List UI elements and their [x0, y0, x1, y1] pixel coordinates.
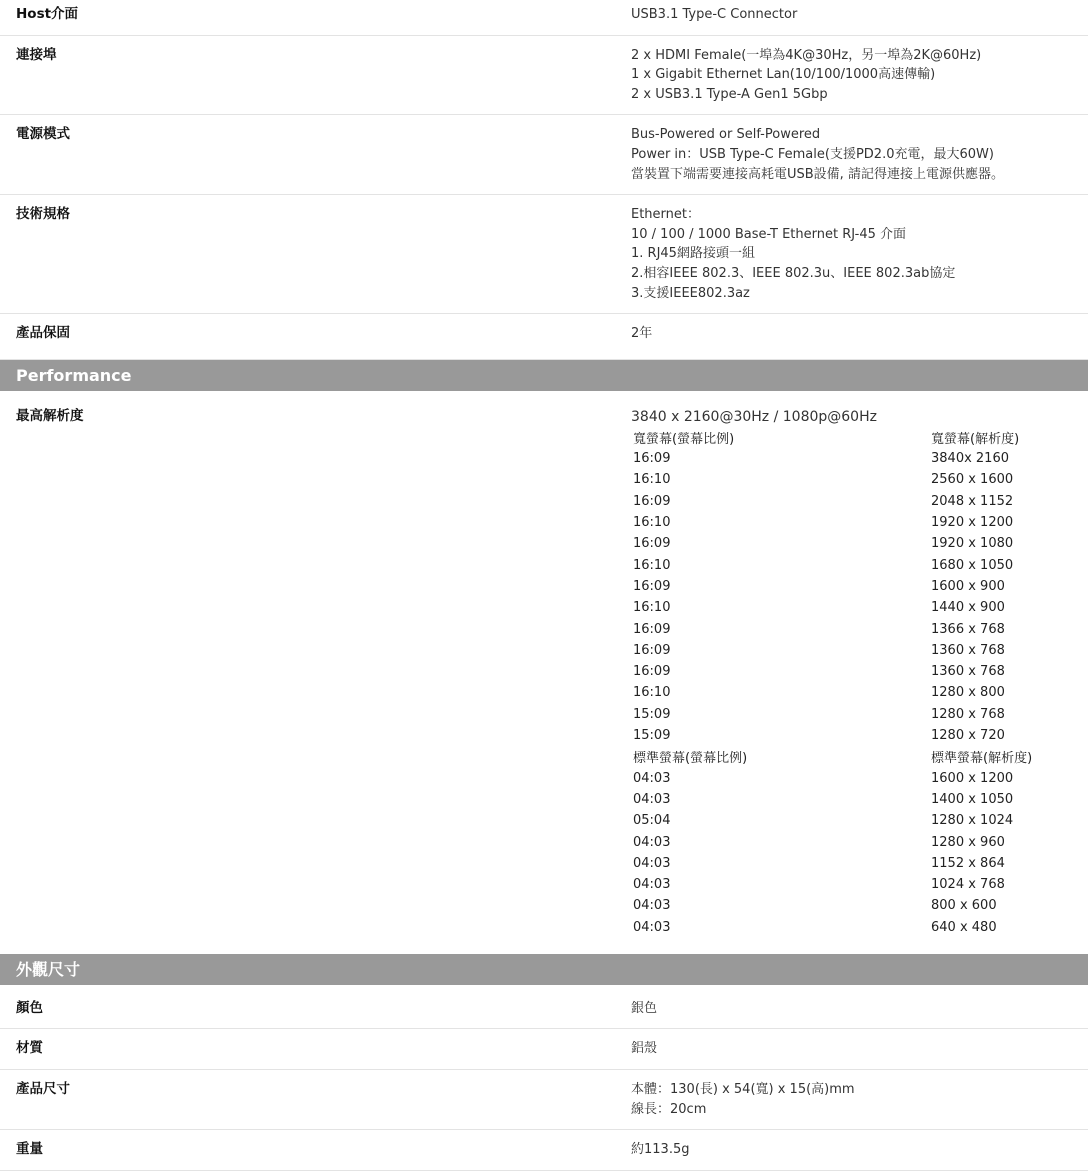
- spec-value-line: 當裝置下端需要連接高耗電USB設備, 請記得連接上電源供應器。: [631, 166, 1004, 182]
- spec-value-line: 約113.5g: [631, 1142, 690, 1158]
- resolution-cell: 1280 x 800: [931, 685, 1005, 701]
- resolution-table-row: [631, 810, 1088, 831]
- aspect-ratio-cell: 16:09: [633, 578, 671, 594]
- resolution-cell: 1600 x 900: [931, 578, 1005, 594]
- aspect-ratio-cell: 04:03: [633, 770, 671, 786]
- spec-value: [631, 999, 1088, 1019]
- resolution-cell: 2560 x 1600: [931, 472, 1014, 488]
- aspect-ratio-cell: 04:03: [633, 898, 671, 914]
- resolution-table-row: [631, 640, 1088, 661]
- resolution-table-row: [631, 661, 1088, 682]
- aspect-ratio-cell: 16:10: [633, 557, 671, 573]
- spec-row: [0, 115, 1088, 195]
- resolution-table-row: [631, 725, 1088, 746]
- resolution-cell: 2048 x 1152: [931, 493, 1014, 509]
- resolution-cell: 1600 x 1200: [931, 770, 1014, 786]
- spec-value: [631, 407, 1088, 938]
- aspect-ratio-cell: 04:03: [633, 834, 671, 850]
- aspect-ratio-cell: 16:09: [633, 621, 671, 637]
- spec-label: 重量: [16, 1141, 43, 1158]
- aspect-ratio-cell: 04:03: [633, 855, 671, 871]
- spec-label: 電源模式: [16, 126, 70, 143]
- aspect-ratio-cell: 16:10: [633, 685, 671, 701]
- resolution-table-header-row: [631, 427, 1088, 448]
- spec-value: [631, 46, 1088, 105]
- spec-value-line: USB3.1 Type-C Connector: [631, 7, 798, 22]
- resolution-table-row: [631, 576, 1088, 597]
- resolution-table-row: [631, 704, 1088, 725]
- aspect-ratio-cell: 04:03: [633, 919, 671, 935]
- spec-value-line: 2 x HDMI Female(一埠為4K@30Hz，另一埠為2K@60Hz): [631, 47, 982, 63]
- resolution-table-row: [631, 789, 1088, 810]
- spec-value-line: 2.相容IEEE 802.3、IEEE 802.3u、IEEE 802.3ab協定: [631, 265, 956, 281]
- resolution-table: [631, 427, 1088, 938]
- spec-row: [0, 314, 1088, 360]
- resolution-table-row: [631, 831, 1088, 852]
- spec-row: [0, 0, 1088, 36]
- resolution-table-row: [631, 512, 1088, 533]
- spec-value-line: 3.支援IEEE802.3az: [631, 285, 750, 301]
- spec-value: [631, 1039, 1088, 1059]
- spec-row: [0, 1029, 1088, 1070]
- spec-label: 最高解析度: [16, 407, 84, 424]
- aspect-ratio-cell: 16:09: [633, 642, 671, 658]
- aspect-ratio-cell: 15:09: [633, 728, 671, 744]
- spec-group-dimensions: [0, 985, 1088, 1171]
- aspect-ratio-cell: 16:10: [633, 600, 671, 616]
- resolution-cell: 1440 x 900: [931, 600, 1005, 616]
- aspect-ratio-cell: 16:10: [633, 515, 671, 531]
- aspect-ratio-cell: 16:10: [633, 472, 671, 488]
- resolution-table-row: [631, 555, 1088, 576]
- spec-value: [631, 205, 1088, 303]
- aspect-ratio-cell: 標準螢幕(螢幕比例): [633, 751, 748, 767]
- spec-row: [0, 985, 1088, 1030]
- spec-group-general: [0, 0, 1088, 360]
- spec-row: [0, 195, 1088, 314]
- resolution-table-row: [631, 767, 1088, 788]
- spec-value-line: 2 x USB3.1 Type-A Gen1 5Gbp: [631, 86, 828, 102]
- spec-value: [631, 324, 1088, 344]
- aspect-ratio-cell: 16:09: [633, 536, 671, 552]
- section-header-performance: Performance: [0, 360, 1088, 391]
- spec-value-line: Bus-Powered or Self-Powered: [631, 127, 821, 143]
- resolution-table-row: [631, 469, 1088, 490]
- spec-value-line: 銀色: [631, 1000, 658, 1016]
- resolution-table-row: [631, 448, 1088, 469]
- resolution-table-row: [631, 682, 1088, 703]
- resolution-cell: 640 x 480: [931, 919, 997, 935]
- resolution-cell: 1280 x 768: [931, 706, 1005, 722]
- aspect-ratio-cell: 寬螢幕(螢幕比例): [633, 431, 735, 447]
- spec-value-line: 1. RJ45網路接頭一組: [631, 246, 755, 262]
- spec-row-max-resolution: [0, 391, 1088, 954]
- spec-value-line: 10 / 100 / 1000 Base-T Ethernet RJ-45 介面: [631, 226, 906, 242]
- spec-row: [0, 1130, 1088, 1171]
- resolution-table-row: [631, 618, 1088, 639]
- resolution-table-header-row: [631, 746, 1088, 767]
- aspect-ratio-cell: 16:09: [633, 493, 671, 509]
- spec-label: Host介面: [16, 6, 79, 22]
- spec-label: 顏色: [16, 999, 43, 1016]
- aspect-ratio-cell: 04:03: [633, 877, 671, 893]
- resolution-cell: 1360 x 768: [931, 664, 1005, 680]
- spec-label: 技術規格: [16, 206, 70, 223]
- section-header-dimensions: 外觀尺寸: [0, 954, 1088, 985]
- aspect-ratio-cell: 16:09: [633, 451, 671, 467]
- resolution-cell: 標準螢幕(解析度): [931, 751, 1033, 767]
- spec-label: 產品保固: [16, 325, 70, 342]
- spec-value-line: 線長：20cm: [631, 1101, 707, 1117]
- resolution-table-row: [631, 853, 1088, 874]
- resolution-summary: 3840 x 2160@30Hz / 1080p@60Hz: [631, 408, 877, 425]
- resolution-cell: 1280 x 1024: [931, 813, 1014, 829]
- resolution-cell: 1024 x 768: [931, 877, 1005, 893]
- spec-value-line: 2年: [631, 326, 653, 342]
- resolution-cell: 800 x 600: [931, 898, 997, 914]
- resolution-table-row: [631, 533, 1088, 554]
- resolution-cell: 3840x 2160: [931, 451, 1009, 467]
- resolution-table-row: [631, 895, 1088, 916]
- resolution-table-row: [631, 491, 1088, 512]
- resolution-cell: 1280 x 720: [931, 728, 1005, 744]
- aspect-ratio-cell: 15:09: [633, 706, 671, 722]
- spec-value: [631, 1080, 1088, 1119]
- resolution-cell: 1366 x 768: [931, 621, 1005, 637]
- resolution-table-row: [631, 917, 1088, 938]
- resolution-cell: 1280 x 960: [931, 834, 1005, 850]
- resolution-cell: 1400 x 1050: [931, 791, 1014, 807]
- aspect-ratio-cell: 04:03: [633, 791, 671, 807]
- spec-label: 材質: [16, 1040, 43, 1057]
- resolution-cell: 1920 x 1080: [931, 536, 1014, 552]
- spec-value-line: 鋁殼: [631, 1041, 658, 1057]
- spec-value: [631, 5, 1088, 25]
- spec-row: [0, 36, 1088, 116]
- spec-row: [0, 1070, 1088, 1130]
- spec-value-line: Ethernet：: [631, 207, 700, 223]
- spec-label: 連接埠: [16, 46, 57, 63]
- spec-value-line: 1 x Gigabit Ethernet Lan(10/100/1000高速傳輸): [631, 67, 936, 83]
- resolution-cell: 1920 x 1200: [931, 515, 1014, 531]
- spec-label: 產品尺寸: [16, 1081, 70, 1098]
- resolution-table-row: [631, 597, 1088, 618]
- aspect-ratio-cell: 05:04: [633, 813, 671, 829]
- spec-value: [631, 125, 1088, 184]
- spec-value-line: 本體：130(長) x 54(寬) x 15(高)mm: [631, 1082, 855, 1098]
- spec-value: [631, 1140, 1088, 1160]
- resolution-cell: 寬螢幕(解析度): [931, 431, 1020, 447]
- spec-value-line: Power in：USB Type-C Female(支援PD2.0充電，最大60W): [631, 146, 994, 162]
- resolution-cell: 1360 x 768: [931, 642, 1005, 658]
- resolution-cell: 1680 x 1050: [931, 557, 1014, 573]
- resolution-table-row: [631, 874, 1088, 895]
- resolution-cell: 1152 x 864: [931, 855, 1005, 871]
- aspect-ratio-cell: 16:09: [633, 664, 671, 680]
